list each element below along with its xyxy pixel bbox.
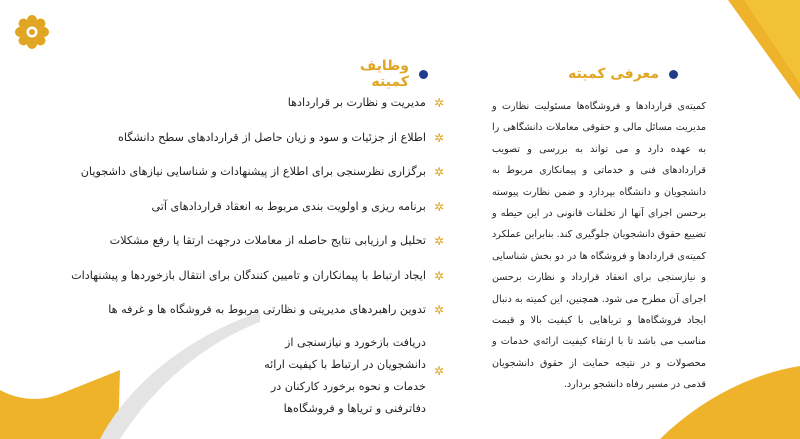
duties-heading bbox=[330, 58, 428, 90]
star-bullet-icon: ✲ bbox=[433, 165, 444, 179]
top-right-yellow-shape bbox=[688, 0, 800, 100]
duties-title: وظایف کمیته bbox=[359, 58, 409, 90]
duty-item: ✲ برگزاری نظرسنجی برای اطلاع از پیشنهادات و شناسایی نیازهای داشجویان bbox=[80, 165, 444, 179]
duty-item: ✲ برنامه ریزی و اولویت بندی مربوط به انعقاد قراردادهای آتی bbox=[151, 199, 444, 214]
heading-bullet-icon bbox=[419, 70, 428, 79]
star-bullet-icon: ✲ bbox=[433, 130, 444, 145]
duties-list bbox=[71, 96, 444, 420]
duty-item: ✲ تدوین راهبردهای مدیریتی و نظارتی مربوط به فروشگاه ها و غرفه ها bbox=[108, 303, 444, 317]
intro-heading bbox=[560, 62, 678, 86]
duty-item: ✲ اطلاع از جزئیات و سود و زیان حاصل از قراردادهای سطح دانشگاه bbox=[117, 130, 444, 145]
star-bullet-icon: ✲ bbox=[433, 268, 444, 283]
university-emblem-icon bbox=[14, 14, 50, 50]
star-bullet-icon: ✲ bbox=[433, 96, 444, 110]
intro-title: معرفی کمیته bbox=[568, 66, 659, 82]
duty-item: ✲ تحلیل و ارزیابی نتایج حاصله از معاملات درجهت ارتقا یا رفع مشکلات bbox=[109, 234, 444, 248]
star-bullet-icon: ✲ bbox=[433, 303, 444, 317]
heading-bullet-icon bbox=[669, 70, 678, 79]
duty-item: ✲ مدیریت و نظارت بر قراردادها bbox=[287, 96, 444, 110]
duty-item: ✲ دریافت بازخورد و نیازسنجی از دانشجویان در ارتباط با کیفیت ارائه خدمات و نحوه برخورد کارکنان در دفاترفنی و تریاها و فروشگاه‌ها bbox=[264, 335, 444, 415]
bottom-center-gray-arc bbox=[100, 312, 260, 439]
duty-item: ✲ ایجاد ارتباط با پیمانکاران و تامیین کنندگان برای انتقال بازخوردها و پیشنهادات bbox=[71, 268, 444, 283]
intro-paragraph: کمیته‌ی قراردادها و فروشگاه‌ها مسئولیت نظارت و مدیریت مسائل مالی و حقوقی معاملات دانشگاهی را به عهده دارد و می تواند به بررسی و تصویب قراردادهای فنی و خدماتی و پیمانکاری مربوط به دانشجویان و دانشگاه بپردازد و ضمن نظارت پیوسته برحسن اجرای آنها از تخلفات قانونی در این حیطه و تضییع حقوق دانشجویان جلوگیری کند. بنابراین عملکرد کمیته‌ی قراردادها و فروشگاه ها در دو بخش شناسایی و نیازسنجی برای انعقاد قرارداد و نظارت برحسن اجرای آن مطرح می شود. همچنین، این کمیته به دنبال ایجاد فروشگاه‌ها و تریاهایی با کیفیت بالا و قیمت مناسب می باشد تا با ارتقاء کیفیت ارائه‌ی خدمات و محصولات و در نتیجه حمایت از حقوق دانشجویان قدمی در مسیر رفاه دانشجو بردارد. bbox=[492, 101, 706, 391]
star-bullet-icon: ✲ bbox=[433, 199, 444, 214]
star-bullet-icon: ✲ bbox=[433, 234, 444, 248]
star-bullet-icon: ✲ bbox=[433, 363, 444, 378]
